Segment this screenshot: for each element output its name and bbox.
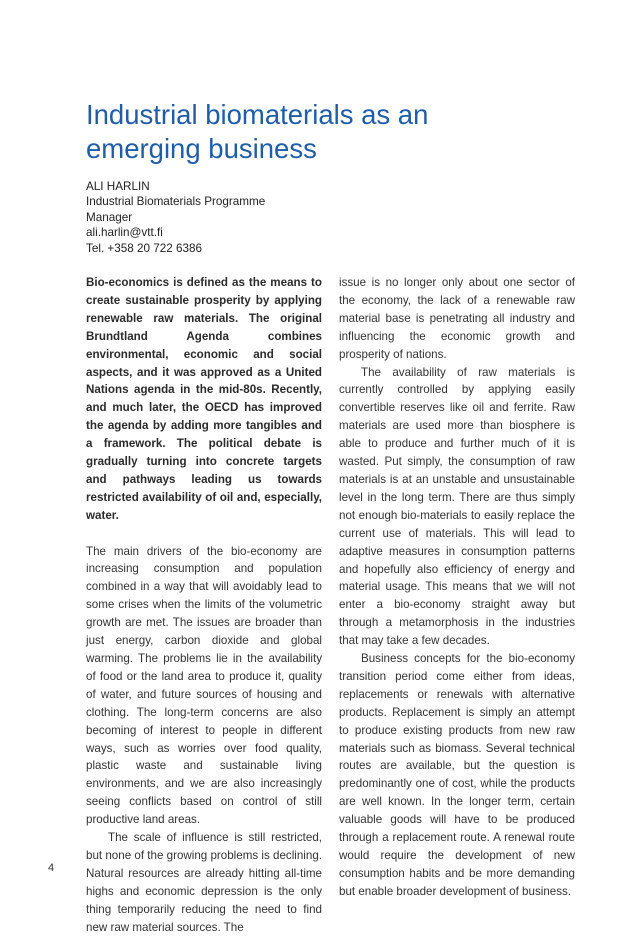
author-phone: Tel. +358 20 722 6386 — [86, 241, 203, 255]
author-name: ALI HARLIN — [86, 180, 150, 193]
author-role: Industrial Biomaterials Programme — [86, 195, 266, 209]
text-column-left — [86, 274, 322, 937]
author-position: Manager — [86, 210, 133, 224]
page-number: 4 — [48, 862, 55, 874]
lead-paragraph: Bio-economics is defined as the means to create sustainable prosperity by applying renewable raw materials. The original Brundtland Agenda combines environmental, economic and social aspects, and it was approved as a United Nations agenda in the mid-80s. Recently, and much later, the OECD has improved the agenda by adding more tangibles and a framework. The political debate is gradually turning into concrete targets and pathways leading us towards restricted availability of oil and, especially, water. — [86, 276, 322, 522]
article-title: Industrial biomaterials as an emerging business — [86, 99, 429, 164]
body-paragraph-2-end: issue is no longer only about one sector of the economy, the lack of a renewable raw material base is penetrating all industry and influencing the economic growth and prosperity of nations. — [339, 276, 575, 361]
body-paragraph-4: Business concepts for the bio-economy transition period come either from ideas, replacements or renewals with alternative products. Replacement is simply an attempt to produce existing products from new raw materials such as biomass. Several technical routes are available, but the question is predominantly one of cost, while the products are well known. In the longer term, certain valuable goods will have to be produced through a replacement route. A renewal route would require the development of new consumption habits and be more demanding but enable broader development of business. — [339, 652, 575, 898]
text-column-right — [339, 274, 575, 901]
body-paragraph-2-start: The scale of influence is still restricted, but none of the growing problems is declining. Natural resources are already hitting all-time highs and economic depression is the only thing temporarily reducing the need to find new raw material sources. The — [86, 831, 322, 934]
author-email[interactable]: ali.harlin@vtt.fi — [86, 226, 163, 240]
body-paragraph-1: The main drivers of the bio-economy are increasing consumption and population combined in a way that will avoidably lead to some crises when the limits of the volumetric growth are met. The issues are broader than just energy, carbon dioxide and global warming. The problems lie in the availability of food or the land area to produce it, quality of water, and future sources of housing and clothing. The long-term concerns are also becoming of interest to people in different ways, such as worries over food quality, plastic waste and sustainable living environments, and we are also increasingly seeing conflicts based on control of still productive land areas. — [86, 544, 322, 827]
author-block — [86, 179, 386, 256]
body-paragraph-3: The availability of raw materials is currently controlled by applying easily convertible reserves like oil and ferrite. Raw materials are used more than biosphere is able to produce and further much of it is wasted. Put simply, the consumption of raw materials is at an unstable and unsustainable level in the long term. There are thus simply not enough bio-materials to easily replace the current use of materials. This will lead to adaptive measures in consumption patterns and hopefully also efficiency of energy and material usage. This means that we will not enter a bio-economy straight away but through a metamorphosis in the industries that may take a few decades. — [339, 365, 575, 648]
